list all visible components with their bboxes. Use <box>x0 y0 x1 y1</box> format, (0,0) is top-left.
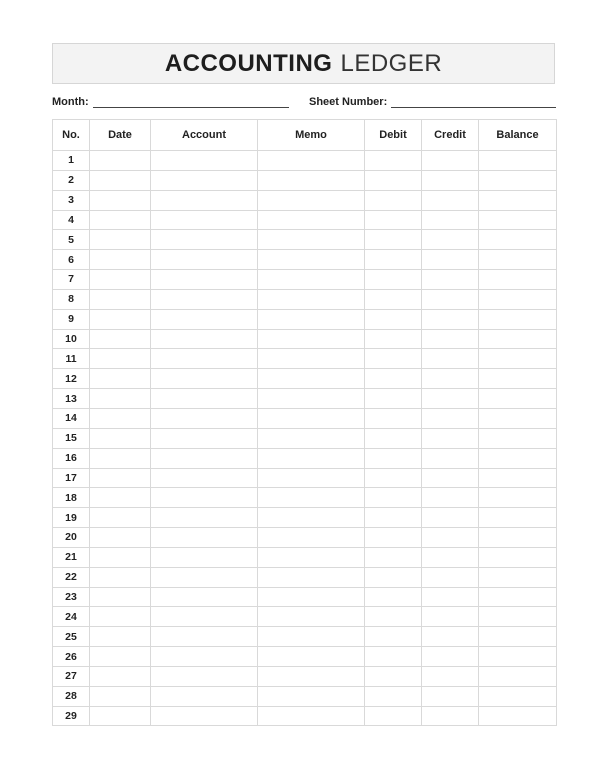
row-number: 4 <box>53 210 90 230</box>
entry-cell[interactable] <box>365 369 422 389</box>
entry-cell[interactable] <box>422 448 479 468</box>
entry-cell[interactable] <box>422 528 479 548</box>
entry-cell[interactable] <box>365 170 422 190</box>
entry-cell[interactable] <box>422 706 479 726</box>
row-number: 15 <box>53 428 90 448</box>
entry-cell[interactable] <box>365 547 422 567</box>
table-row <box>53 706 557 726</box>
row-number: 17 <box>53 468 90 488</box>
entry-cell[interactable] <box>365 647 422 667</box>
entry-cell[interactable] <box>258 170 365 190</box>
entry-cell[interactable] <box>151 528 258 548</box>
entry-cell[interactable] <box>90 210 151 230</box>
entry-cell[interactable] <box>90 309 151 329</box>
title-bold: ACCOUNTING <box>164 49 333 77</box>
row-number: 2 <box>53 170 90 190</box>
column-header-col-memo: Memo <box>258 120 365 151</box>
table-row <box>53 408 557 428</box>
entry-cell[interactable] <box>479 329 557 349</box>
entry-cell[interactable] <box>90 647 151 667</box>
entry-cell[interactable] <box>422 151 479 171</box>
row-number: 10 <box>53 329 90 349</box>
entry-cell[interactable] <box>258 190 365 210</box>
entry-cell[interactable] <box>422 210 479 230</box>
entry-cell[interactable] <box>258 151 365 171</box>
entry-cell[interactable] <box>365 468 422 488</box>
entry-cell[interactable] <box>422 547 479 567</box>
entry-cell[interactable] <box>479 408 557 428</box>
entry-cell[interactable] <box>90 488 151 508</box>
row-number: 20 <box>53 528 90 548</box>
table-row <box>53 627 557 647</box>
entry-cell[interactable] <box>90 250 151 270</box>
entry-cell[interactable] <box>151 547 258 567</box>
entry-cell[interactable] <box>258 567 365 587</box>
entry-cell[interactable] <box>151 448 258 468</box>
entry-cell[interactable] <box>151 309 258 329</box>
row-number: 14 <box>53 408 90 428</box>
entry-cell[interactable] <box>479 170 557 190</box>
entry-cell[interactable] <box>365 428 422 448</box>
entry-cell[interactable] <box>422 389 479 409</box>
row-number: 8 <box>53 289 90 309</box>
entry-cell[interactable] <box>258 666 365 686</box>
entry-cell[interactable] <box>151 567 258 587</box>
ledger-table <box>52 119 557 726</box>
entry-cell[interactable] <box>422 309 479 329</box>
entry-cell[interactable] <box>422 170 479 190</box>
entry-cell[interactable] <box>258 349 365 369</box>
row-number: 5 <box>53 230 90 250</box>
entry-cell[interactable] <box>258 488 365 508</box>
entry-cell[interactable] <box>258 408 365 428</box>
entry-cell[interactable] <box>151 488 258 508</box>
table-row <box>53 547 557 567</box>
month-label: Month: <box>52 96 89 108</box>
entry-cell[interactable] <box>479 309 557 329</box>
entry-cell[interactable] <box>90 428 151 448</box>
entry-cell[interactable] <box>365 567 422 587</box>
entry-cell[interactable] <box>90 567 151 587</box>
entry-cell[interactable] <box>151 190 258 210</box>
column-header-col-credit: Credit <box>422 120 479 151</box>
entry-cell[interactable] <box>90 190 151 210</box>
entry-cell[interactable] <box>258 468 365 488</box>
row-number: 23 <box>53 587 90 607</box>
entry-cell[interactable] <box>151 408 258 428</box>
entry-cell[interactable] <box>90 270 151 290</box>
entry-cell[interactable] <box>151 428 258 448</box>
entry-cell[interactable] <box>422 666 479 686</box>
entry-cell[interactable] <box>90 349 151 369</box>
entry-cell[interactable] <box>258 686 365 706</box>
entry-cell[interactable] <box>479 607 557 627</box>
entry-cell[interactable] <box>151 607 258 627</box>
table-row <box>53 329 557 349</box>
row-number: 18 <box>53 488 90 508</box>
entry-cell[interactable] <box>151 369 258 389</box>
entry-cell[interactable] <box>90 408 151 428</box>
row-number: 28 <box>53 686 90 706</box>
entry-cell[interactable] <box>479 448 557 468</box>
entry-cell[interactable] <box>479 190 557 210</box>
entry-cell[interactable] <box>365 389 422 409</box>
entry-cell[interactable] <box>479 428 557 448</box>
row-number: 12 <box>53 369 90 389</box>
table-row <box>53 567 557 587</box>
table-row <box>53 686 557 706</box>
entry-cell[interactable] <box>479 488 557 508</box>
entry-cell[interactable] <box>479 706 557 726</box>
entry-cell[interactable] <box>479 528 557 548</box>
entry-cell[interactable] <box>479 389 557 409</box>
entry-cell[interactable] <box>422 567 479 587</box>
table-row <box>53 468 557 488</box>
entry-cell[interactable] <box>365 230 422 250</box>
entry-cell[interactable] <box>151 706 258 726</box>
entry-cell[interactable] <box>479 349 557 369</box>
entry-cell[interactable] <box>365 448 422 468</box>
entry-cell[interactable] <box>422 349 479 369</box>
entry-cell[interactable] <box>151 329 258 349</box>
row-number: 3 <box>53 190 90 210</box>
table-row <box>53 428 557 448</box>
entry-cell[interactable] <box>151 289 258 309</box>
entry-cell[interactable] <box>365 587 422 607</box>
entry-cell[interactable] <box>365 289 422 309</box>
row-number: 29 <box>53 706 90 726</box>
entry-cell[interactable] <box>258 647 365 667</box>
entry-cell[interactable] <box>422 230 479 250</box>
entry-cell[interactable] <box>479 587 557 607</box>
entry-cell[interactable] <box>258 508 365 528</box>
table-row <box>53 587 557 607</box>
column-header-col-account: Account <box>151 120 258 151</box>
entry-cell[interactable] <box>479 666 557 686</box>
entry-cell[interactable] <box>90 289 151 309</box>
table-row <box>53 528 557 548</box>
row-number: 7 <box>53 270 90 290</box>
table-row <box>53 270 557 290</box>
table-row <box>53 190 557 210</box>
entry-cell[interactable] <box>422 190 479 210</box>
entry-cell[interactable] <box>151 587 258 607</box>
entry-cell[interactable] <box>90 468 151 488</box>
entry-cell[interactable] <box>479 567 557 587</box>
table-row <box>53 607 557 627</box>
entry-cell[interactable] <box>258 706 365 726</box>
entry-cell[interactable] <box>365 508 422 528</box>
table-row <box>53 151 557 171</box>
entry-cell[interactable] <box>479 547 557 567</box>
entry-cell[interactable] <box>479 289 557 309</box>
entry-cell[interactable] <box>258 587 365 607</box>
entry-cell[interactable] <box>365 349 422 369</box>
table-row <box>53 666 557 686</box>
month-field <box>52 92 289 108</box>
entry-cell[interactable] <box>365 309 422 329</box>
row-number: 6 <box>53 250 90 270</box>
entry-cell[interactable] <box>258 448 365 468</box>
table-row <box>53 488 557 508</box>
entry-cell[interactable] <box>151 647 258 667</box>
entry-cell[interactable] <box>90 528 151 548</box>
month-input-line[interactable] <box>93 95 289 108</box>
entry-cell[interactable] <box>90 170 151 190</box>
sheet-number-field <box>309 92 556 108</box>
entry-cell[interactable] <box>258 329 365 349</box>
table-row <box>53 369 557 389</box>
entry-cell[interactable] <box>90 389 151 409</box>
entry-cell[interactable] <box>422 329 479 349</box>
row-number: 19 <box>53 508 90 528</box>
entry-cell[interactable] <box>258 369 365 389</box>
entry-cell[interactable] <box>90 547 151 567</box>
entry-cell[interactable] <box>258 250 365 270</box>
table-row <box>53 210 557 230</box>
entry-cell[interactable] <box>151 389 258 409</box>
entry-cell[interactable] <box>151 468 258 488</box>
entry-cell[interactable] <box>422 607 479 627</box>
entry-cell[interactable] <box>151 686 258 706</box>
table-row <box>53 508 557 528</box>
entry-cell[interactable] <box>258 428 365 448</box>
entry-cell[interactable] <box>365 488 422 508</box>
entry-cell[interactable] <box>422 408 479 428</box>
row-number: 27 <box>53 666 90 686</box>
entry-cell[interactable] <box>258 607 365 627</box>
table-row <box>53 647 557 667</box>
entry-cell[interactable] <box>365 666 422 686</box>
entry-cell[interactable] <box>365 706 422 726</box>
entry-cell[interactable] <box>422 428 479 448</box>
column-header-col-no: No. <box>53 120 90 151</box>
entry-cell[interactable] <box>365 528 422 548</box>
table-row <box>53 250 557 270</box>
entry-cell[interactable] <box>90 627 151 647</box>
table-row <box>53 309 557 329</box>
entry-cell[interactable] <box>479 270 557 290</box>
entry-cell[interactable] <box>479 686 557 706</box>
entry-cell[interactable] <box>365 627 422 647</box>
row-number: 22 <box>53 567 90 587</box>
column-header-col-debit: Debit <box>365 120 422 151</box>
entry-cell[interactable] <box>365 408 422 428</box>
table-row <box>53 349 557 369</box>
entry-cell[interactable] <box>258 309 365 329</box>
entry-cell[interactable] <box>422 488 479 508</box>
entry-cell[interactable] <box>90 151 151 171</box>
entry-cell[interactable] <box>422 627 479 647</box>
entry-cell[interactable] <box>151 151 258 171</box>
entry-cell[interactable] <box>90 607 151 627</box>
entry-cell[interactable] <box>479 151 557 171</box>
column-header-col-balance: Balance <box>479 120 557 151</box>
table-row <box>53 389 557 409</box>
entry-cell[interactable] <box>479 210 557 230</box>
sheet-number-input-line[interactable] <box>391 95 556 108</box>
title-light: LEDGER <box>340 49 443 77</box>
row-number: 1 <box>53 151 90 171</box>
entry-cell[interactable] <box>151 210 258 230</box>
entry-cell[interactable] <box>365 151 422 171</box>
entry-cell[interactable] <box>90 369 151 389</box>
entry-cell[interactable] <box>479 250 557 270</box>
entry-cell[interactable] <box>422 647 479 667</box>
entry-cell[interactable] <box>479 508 557 528</box>
entry-cell[interactable] <box>151 627 258 647</box>
entry-cell[interactable] <box>422 508 479 528</box>
entry-cell[interactable] <box>479 369 557 389</box>
entry-cell[interactable] <box>365 329 422 349</box>
table-row <box>53 289 557 309</box>
entry-cell[interactable] <box>365 686 422 706</box>
entry-cell[interactable] <box>151 349 258 369</box>
table-row <box>53 170 557 190</box>
entry-cell[interactable] <box>479 468 557 488</box>
entry-cell[interactable] <box>90 329 151 349</box>
entry-cell[interactable] <box>422 587 479 607</box>
table-row <box>53 230 557 250</box>
entry-cell[interactable] <box>90 230 151 250</box>
entry-cell[interactable] <box>151 230 258 250</box>
entry-cell[interactable] <box>258 528 365 548</box>
entry-cell[interactable] <box>151 270 258 290</box>
page-title <box>52 43 555 84</box>
entry-cell[interactable] <box>422 289 479 309</box>
entry-cell[interactable] <box>90 508 151 528</box>
entry-cell[interactable] <box>479 647 557 667</box>
entry-cell[interactable] <box>258 547 365 567</box>
entry-cell[interactable] <box>258 270 365 290</box>
entry-cell[interactable] <box>151 508 258 528</box>
entry-cell[interactable] <box>90 666 151 686</box>
entry-cell[interactable] <box>365 210 422 230</box>
table-body <box>53 151 557 726</box>
entry-cell[interactable] <box>90 448 151 468</box>
row-number: 16 <box>53 448 90 468</box>
entry-cell[interactable] <box>90 706 151 726</box>
entry-cell[interactable] <box>422 270 479 290</box>
entry-cell[interactable] <box>479 627 557 647</box>
entry-cell[interactable] <box>479 230 557 250</box>
entry-cell[interactable] <box>258 289 365 309</box>
entry-cell[interactable] <box>258 627 365 647</box>
entry-cell[interactable] <box>258 230 365 250</box>
entry-cell[interactable] <box>422 686 479 706</box>
sheet-number-label: Sheet Number: <box>309 96 388 108</box>
table-row <box>53 448 557 468</box>
row-number: 11 <box>53 349 90 369</box>
row-number: 9 <box>53 309 90 329</box>
table-header-row <box>53 120 557 151</box>
entry-cell[interactable] <box>151 170 258 190</box>
entry-cell[interactable] <box>422 369 479 389</box>
row-number: 24 <box>53 607 90 627</box>
entry-cell[interactable] <box>151 666 258 686</box>
entry-cell[interactable] <box>365 270 422 290</box>
entry-cell[interactable] <box>422 468 479 488</box>
row-number: 13 <box>53 389 90 409</box>
row-number: 26 <box>53 647 90 667</box>
entry-cell[interactable] <box>90 686 151 706</box>
column-header-col-date: Date <box>90 120 151 151</box>
row-number: 25 <box>53 627 90 647</box>
entry-cell[interactable] <box>258 210 365 230</box>
row-number: 21 <box>53 547 90 567</box>
entry-cell[interactable] <box>365 607 422 627</box>
entry-cell[interactable] <box>258 389 365 409</box>
entry-cell[interactable] <box>365 190 422 210</box>
entry-cell[interactable] <box>365 250 422 270</box>
entry-cell[interactable] <box>90 587 151 607</box>
entry-cell[interactable] <box>422 250 479 270</box>
entry-cell[interactable] <box>151 250 258 270</box>
